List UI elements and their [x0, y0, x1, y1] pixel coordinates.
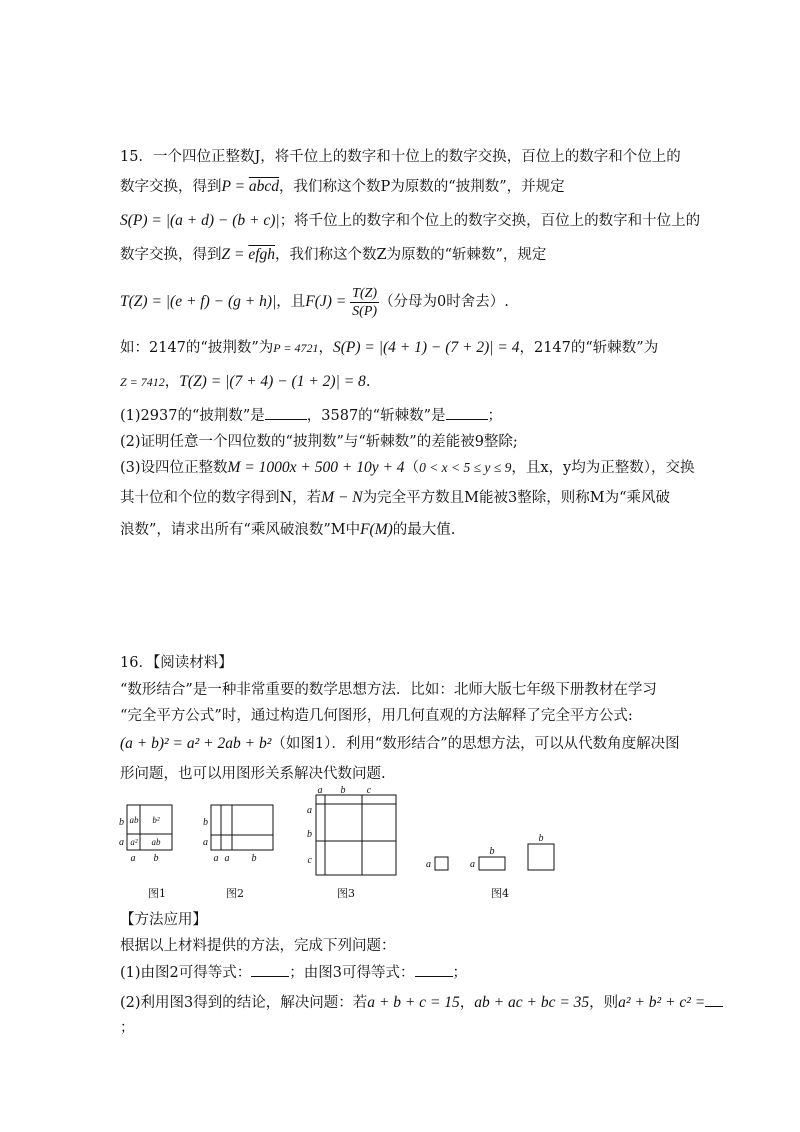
fig2-label-b: b [203, 817, 208, 828]
answer-blank[interactable] [265, 405, 307, 420]
fig3-left-a: a [307, 805, 312, 816]
answer-blank[interactable] [446, 405, 488, 420]
q15-math: P = [221, 178, 249, 195]
q15-line-1: 15．一个四位正整数J，将千位上的数字和十位上的数字交换，百位上的数字和个位上的 [120, 149, 681, 165]
fig1-cell-ab2: ab [151, 837, 161, 847]
q15-math: S(P) = |(4 + 1) − (7 + 2)| = 4 [332, 339, 520, 356]
answer-blank[interactable] [705, 992, 723, 1007]
q15-math: T(Z) = |(e + f) − (g + h)| [120, 293, 277, 310]
q16-text: ； [452, 965, 467, 981]
q15-text: (3)设四位正整数 [120, 460, 228, 476]
q15-text: ；将千位上的数字和个位上的数字交换，百位上的数字和十位上的 [279, 213, 701, 229]
q15-text: 的最大值. [392, 522, 456, 538]
q16-math: (a + b)² = a² + 2ab + b² [120, 735, 272, 752]
q15-text: ，且x，y均为正整数），交换 [511, 460, 695, 476]
figure-1-caption: 图1 [148, 887, 166, 900]
q15-math: T(Z) = |(7 + 4) − (1 + 2)| = 8 [179, 373, 366, 390]
figure-2 [203, 805, 273, 864]
q15-part-3-line-3 [120, 520, 455, 540]
fig4-rect-a: a [470, 859, 475, 870]
q15-overline-math: efgh [248, 246, 276, 263]
q16-text: ；由图3可得等式： [289, 965, 415, 981]
q16-part-2-end: ； [120, 1020, 135, 1036]
q15-text: . [365, 374, 371, 390]
q16-part-1 [120, 962, 467, 983]
q16-reading-line-2: “完全平方公式”时，通过构造几何图形，用几何直观的方法解释了完全平方公式: [120, 708, 633, 724]
fraction [350, 285, 379, 320]
q16-math: a² + b² + c² = [618, 994, 706, 1011]
fig1-cell-b2: b² [152, 815, 160, 825]
q15-text: 如：2147的“披荆数”为 [120, 340, 274, 356]
q16-text: ， [459, 995, 475, 1011]
q16-title: 16．【阅读材料】 [120, 655, 233, 671]
q16-math: a + b + c = 15 [367, 994, 460, 1011]
figure-4-caption: 图4 [491, 887, 509, 900]
q15-part-3-line-2 [120, 488, 670, 508]
q16-part-2 [120, 992, 723, 1013]
q15-part-2: (2)证明任意一个四位数的“披荆数”与“斩棘数”的差能被9整除; [120, 434, 518, 450]
q15-text: 数字交换，得到 [120, 179, 222, 195]
q15-text: ， [164, 374, 180, 390]
fig1-label-bottom-a: a [130, 853, 136, 864]
q15-part-1 [120, 405, 502, 426]
q15-line-3 [120, 211, 700, 231]
q15-text: 浪数”，请求出所有“乘风破浪数”M中 [120, 522, 361, 538]
q15-math: 0 < x < 5 ≤ y ≤ 9 [419, 460, 512, 475]
q15-part-3-line-1 [120, 458, 694, 478]
q15-text: ，且 [276, 294, 306, 310]
q15-text: 其十位和个位的数字得到N，若 [120, 490, 322, 506]
q15-text: ，我们称这个数P为原数的“披荆数”，并规定 [279, 179, 565, 195]
answer-blank[interactable] [415, 962, 453, 977]
fig1-label-a: a [119, 837, 124, 848]
q15-line-5 [120, 282, 509, 322]
fig1-label-bottom-b: b [153, 853, 159, 864]
q15-overline-math: abcd [248, 178, 280, 195]
fig2-label-a: a [203, 837, 208, 848]
fig1-label-b: b [119, 817, 124, 828]
q16-math: ab + ac + bc = 35 [474, 994, 590, 1011]
q15-math: Z = [221, 246, 249, 263]
figure-2-caption: 图2 [226, 887, 244, 900]
q15-line-7 [120, 372, 370, 392]
q15-text: ，我们称这个数Z为原数的“斩棘数”，规定 [275, 247, 547, 263]
fig1-cell-a2: a² [130, 837, 138, 847]
fig3-left-b: b [307, 829, 312, 840]
q15-math: M − N [321, 489, 363, 506]
q16-reading-line-1: “数形结合”是一种非常重要的数学思想方法．比如：北师大版七年级下册教材在学习 [120, 682, 657, 698]
q15-text: ； [487, 408, 503, 424]
q15-text: ， [318, 340, 333, 356]
q15-line-2 [120, 177, 565, 197]
fig3-top-a: a [317, 785, 323, 796]
q16-text: ，则 [589, 995, 619, 1011]
method-intro: 根据以上材料提供的方法，完成下列问题： [120, 938, 396, 954]
q15-text: (1)2937的“披荆数”是 [120, 408, 265, 424]
fig2-label-bottom-a2: a [224, 853, 230, 864]
fig3-top-c: c [366, 785, 372, 796]
fig1-cell-ab: ab [129, 815, 139, 825]
q15-text: ，2147的“斩棘数”为 [519, 340, 659, 356]
figure-3-caption: 图3 [337, 887, 355, 900]
q15-text: 数字交换，得到 [120, 247, 222, 263]
q15-math: F(M) [360, 521, 393, 538]
fraction-numerator: T(Z) [352, 285, 378, 301]
q15-line-4 [120, 245, 546, 265]
q15-text: ，3587的“斩棘数”是 [306, 408, 446, 424]
q16-reading-line-3 [120, 734, 680, 754]
method-heading: 【方法应用】 [120, 912, 207, 928]
fig3-top-b: b [340, 785, 346, 796]
q15-math: F(J) = [305, 293, 351, 310]
q15-math: P = 4721 [273, 341, 319, 355]
fig3-left-c: c [307, 855, 312, 866]
fig4-square-a: a [426, 859, 431, 870]
figure-1 [119, 805, 172, 864]
q16-text: (1)由图2可得等式： [120, 965, 252, 981]
q16-text: (2)利用图3得到的结论，解决问题：若 [120, 995, 368, 1011]
q16-text: （如图1）．利用“数形结合”的思想方法，可以从代数角度解决图 [271, 736, 680, 752]
q15-line-6 [120, 338, 658, 358]
fig2-label-bottom-a1: a [213, 853, 219, 864]
fig2-label-bottom-b: b [251, 853, 257, 864]
q15-text: 为完全平方数且M能被3整除，则称M为“乘风破 [362, 490, 670, 506]
q15-math: M = 1000x + 500 + 10y + 4 [227, 459, 405, 476]
q15-math: S(P) = |(a + d) − (b + c)| [120, 212, 280, 229]
fig4-rect-b: b [489, 846, 495, 857]
q15-text: （ [404, 460, 420, 476]
figure-4 [426, 833, 554, 870]
figure-3 [307, 785, 396, 875]
q15-text: （分母为0时舍去）. [379, 294, 509, 310]
q16-reading-line-4: 形问题，也可以用图形关系解决代数问题. [120, 766, 386, 782]
fraction-denominator: S(P) [352, 303, 378, 319]
figures-area [110, 785, 570, 885]
answer-blank[interactable] [251, 962, 289, 977]
fig4-square-b: b [538, 833, 544, 844]
q15-math: Z = 7412 [120, 375, 165, 389]
